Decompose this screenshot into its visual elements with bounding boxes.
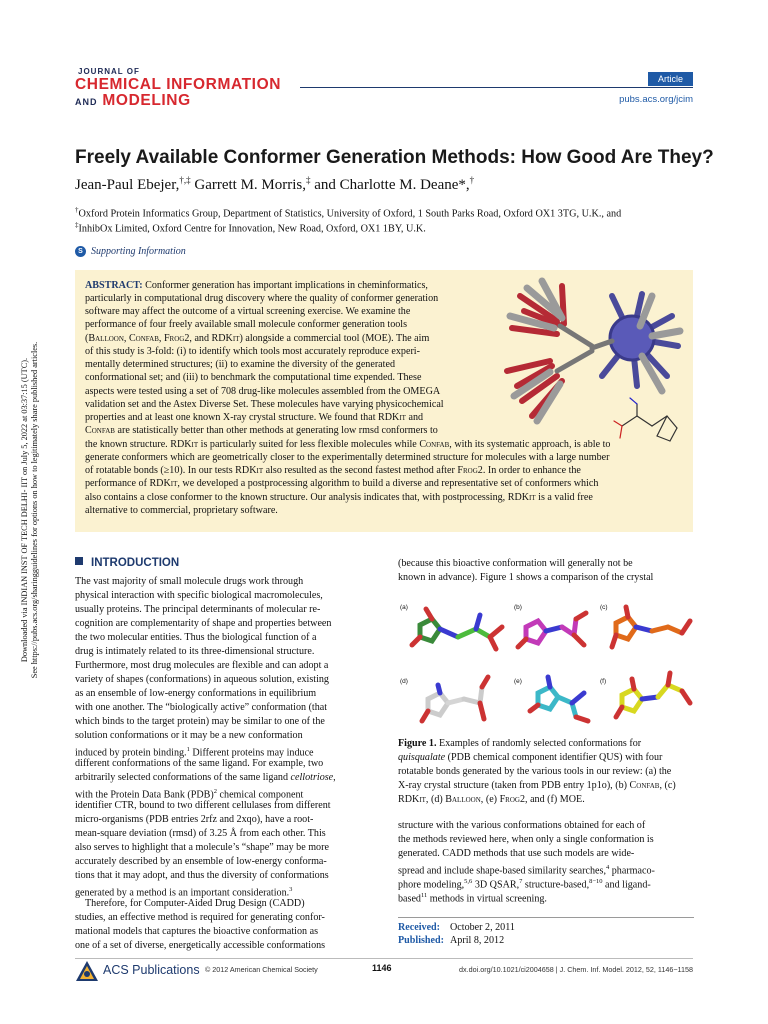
download-note	[10, 304, 39, 716]
header-rule	[300, 87, 693, 88]
author-list: Jean-Paul Ebejer,†,‡ Garrett M. Morris,‡ and Charlotte M. Deane*,†	[75, 175, 475, 193]
figure-panel-label: (b)	[514, 604, 522, 611]
publisher-name[interactable]: ACS Publications	[103, 963, 200, 977]
section-marker-icon	[75, 557, 83, 565]
author-morris[interactable]: Garrett M. Morris,	[190, 177, 307, 193]
affiliation-1: †Oxford Protein Informatics Group, Department of Statistics, University of Oxford, 1 South Parks Road, Oxford OX1 3TG, U.K., and	[75, 206, 622, 220]
article-title: Freely Available Conformer Generation Methods: How Good Are They?	[75, 147, 714, 168]
figure-panel-label: (a)	[400, 604, 408, 611]
journal-and: AND	[75, 97, 98, 107]
affiliation-2: ‡InhibOx Limited, Oxford Centre for Innovation, New Road, Oxford, OX1 1BY, U.K.	[75, 221, 426, 235]
figure-1-conformations	[398, 597, 694, 727]
doi-citation-link[interactable]: dx.doi.org/10.1021/ci2004658 | J. Chem. Inf. Model. 2012, 52, 1146−1158	[459, 965, 693, 974]
copyright-notice: © 2012 American Chemical Society	[205, 965, 318, 974]
molecule-panel-a	[412, 609, 502, 649]
molecule-panel-e	[530, 677, 588, 721]
molecule-panel-b	[518, 613, 586, 647]
journal-name-line2: CHEMICAL INFORMATION	[75, 76, 282, 93]
section-heading-introduction: INTRODUCTION	[75, 557, 179, 569]
figure-caption-label: Figure 1.	[398, 738, 437, 749]
abstract-label: ABSTRACT:	[85, 280, 143, 291]
received-date: Received: October 2, 2011	[398, 922, 515, 933]
dates-rule	[398, 917, 694, 918]
journal-modeling: MODELING	[102, 92, 191, 109]
download-note-line2: See https://pubs.acs.org/sharingguidelines for options on how to legitimately share published articles.	[30, 341, 39, 679]
published-date: Published: April 8, 2012	[398, 935, 505, 946]
supporting-info-icon: S	[75, 246, 86, 257]
journal-name-line1: JOURNAL OF	[78, 67, 140, 76]
figure-panel-label: (e)	[514, 678, 522, 685]
article-type-badge: Article	[648, 72, 693, 86]
figure-panel-label: (f)	[600, 678, 607, 685]
author-ebejer[interactable]: Jean-Paul Ebejer,	[75, 177, 180, 193]
molecule-panel-d	[422, 677, 488, 721]
molecule-panel-f	[616, 673, 690, 717]
supporting-information-link[interactable]: S Supporting Information	[75, 246, 186, 257]
journal-website-link[interactable]: pubs.acs.org/jcim	[619, 94, 693, 105]
acs-logo-icon	[75, 960, 99, 982]
figure-panel-label: (c)	[600, 604, 608, 611]
author-deane[interactable]: and Charlotte M. Deane*,	[310, 177, 470, 193]
figure-panel-label: (d)	[400, 678, 408, 685]
download-note-line1: Downloaded via INDIAN INST OF TECH DELHI- IIT on July 5, 2022 at 03:37:15 (UTC).	[20, 357, 29, 663]
molecule-panel-c	[612, 607, 690, 647]
footer-rule	[75, 958, 693, 959]
page-number: 1146	[372, 963, 392, 973]
journal-name-line3	[75, 92, 191, 110]
conformer-ensemble-graphic	[502, 276, 687, 454]
